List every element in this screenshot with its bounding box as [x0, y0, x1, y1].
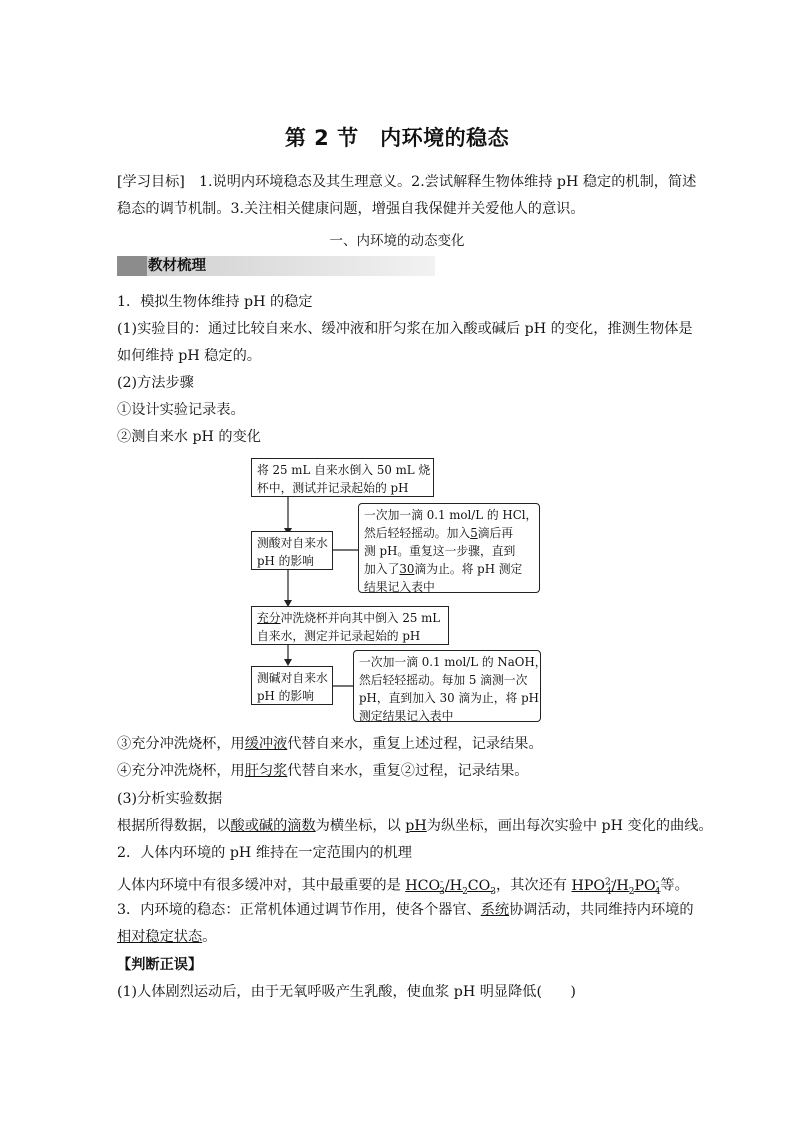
page-title: 第 2 节 内环境的稳态 — [284, 126, 510, 150]
step-4 — [117, 761, 528, 781]
acid-procedure-text: 滴为止。将 pH 测定 — [414, 562, 523, 576]
item-3-line-1 — [117, 900, 694, 920]
section-heading: 一、内环境的动态变化 — [329, 233, 465, 249]
buffer-text: PO — [634, 877, 656, 894]
buffer-sub: 3 — [490, 886, 497, 897]
learning-objectives-line-1: [学习目标] 1.说明内环境稳态及其生理意义。2.尝试解释生物体维持 pH 稳定的机制，简述 — [117, 174, 697, 190]
step-1: ①设计实验记录表。 — [117, 402, 245, 418]
buffer-text: /H — [611, 877, 629, 894]
acid-procedure-line-2 — [364, 524, 534, 542]
step-4-blank: 肝匀浆 — [244, 763, 288, 779]
buffer-sub: 3 — [439, 886, 445, 897]
base-procedure-line-4: 测定结果记入表中 — [359, 709, 454, 723]
acid-total-drops-blank: 30 — [399, 562, 415, 576]
base-procedure-line-1: 一次加一滴 0.1 mol/L 的 NaOH， — [359, 655, 547, 669]
flow-box-base-line-2: pH 的影响 — [257, 689, 314, 703]
item-2-text: 人体内环境中有很多缓冲对，其中最重要的是 — [117, 877, 406, 894]
step-4-text: 代替自来水，重复②过程，记录结果。 — [287, 763, 529, 779]
acid-procedure-line-3: 测 pH。重复这一步骤，直到 — [364, 544, 516, 558]
buffer-sup: - — [655, 877, 659, 887]
item-2-heading: 2．人体内环境的 pH 维持在一定范围内的机理 — [117, 845, 412, 861]
flow-box-base-procedure — [353, 650, 547, 723]
flow-box-acid-procedure — [358, 503, 540, 593]
analysis-text: 为横坐标，以 — [315, 818, 406, 834]
acid-procedure-text: 加入了 — [364, 562, 400, 576]
buffer-text: CO — [467, 877, 491, 894]
analysis-text: 为纵坐标，画出每次实验中 pH 变化的曲线。 — [426, 818, 713, 834]
flow-box-base — [251, 666, 333, 705]
rinse-line-1 — [257, 609, 443, 627]
step-3 — [117, 734, 543, 754]
learning-objectives-line-2: 稳态的调节机制。3.关注相关健康问题，增强自我保健并关爱他人的意识。 — [117, 201, 585, 217]
analysis-text: 根据所得数据，以 — [117, 818, 231, 834]
item-3-text: 。 — [202, 929, 217, 945]
analysis-body — [117, 816, 713, 836]
buffer-sub: 4 — [654, 886, 661, 897]
rinse-blank: 充分 — [257, 611, 281, 625]
item-1-purpose-line-2: 如何维持 pH 稳定的。 — [117, 348, 261, 364]
arrowhead-3 — [284, 659, 292, 666]
buffer-text: HCO — [405, 877, 441, 894]
step-3-text: 代替自来水，重复上述过程，记录结果。 — [287, 736, 543, 752]
item-2-text: 等。 — [660, 877, 689, 894]
judge-heading: 【判断正误】 — [117, 957, 203, 973]
buffer-text: HPO — [571, 877, 606, 894]
flow-box-setup-line-2: 杯中，测试并记录起始的 pH — [257, 481, 409, 495]
analysis-y-axis-blank: pH — [405, 818, 427, 834]
item-1-method-heading: (2)方法步骤 — [117, 375, 194, 391]
flow-box-base-line-1: 测碱对自来水 — [257, 671, 328, 685]
item-2-text: ，其次还有 — [496, 877, 572, 894]
item-3-line-2 — [117, 927, 216, 947]
step-3-blank: 缓冲液 — [244, 736, 288, 752]
acid-procedure-text: 滴后再 — [477, 526, 514, 540]
acid-procedure-line-5: 结果记入表中 — [364, 580, 435, 594]
rinse-text: 冲洗烧杯并向其中倒入 25 mL — [280, 611, 441, 625]
buffer-pair-2-blank — [571, 877, 661, 897]
flow-box-acid-line-2: pH 的影响 — [257, 554, 314, 568]
item-3-system-blank: 系统 — [480, 902, 510, 918]
flow-box-acid — [251, 531, 333, 570]
acid-procedure-text: 然后轻轻摇动。加入 — [364, 526, 471, 540]
flow-box-setup-line-1: 将 25 mL 自来水倒入 50 mL 烧 — [257, 463, 431, 477]
item-3-text: 协调活动，共同维持内环境的 — [509, 902, 694, 918]
analysis-heading: (3)分析实验数据 — [117, 791, 223, 807]
analysis-x-axis-blank: 酸或碱的滴数 — [230, 818, 316, 834]
buffer-sub: 2 — [462, 886, 468, 897]
flow-box-acid-line-1: 测酸对自来水 — [257, 536, 328, 550]
flow-box-setup — [251, 458, 434, 497]
buffer-pair-1-blank — [405, 877, 497, 897]
item-1-purpose-line-1: (1)实验目的：通过比较自来水、缓冲液和肝匀浆在加入酸或碱后 pH 的变化，推测生物体是 — [117, 321, 693, 337]
item-2-body — [117, 872, 689, 902]
item-3-state-blank: 相对稳定状态 — [117, 929, 203, 945]
rinse-line-2: 自来水，测定并记录起始的 pH — [257, 629, 421, 643]
item-3-text: 3．内环境的稳态：正常机体通过调节作用，使各个器官、 — [117, 902, 481, 918]
step-3-text: ③充分冲洗烧杯，用 — [117, 736, 245, 752]
acid-procedure-line-1: 一次加一滴 0.1 mol/L 的 HCl， — [364, 508, 538, 522]
acid-procedure-line-4 — [364, 560, 534, 578]
item-1-heading: 1．模拟生物体维持 pH 的稳定 — [117, 294, 313, 310]
buffer-sub: 2 — [628, 886, 635, 897]
buffer-sub: 4 — [605, 886, 612, 897]
judge-item-1: (1)人体剧烈运动后，由于无氧呼吸产生乳酸，使血浆 pH 明显降低( ) — [117, 984, 576, 1000]
acid-drops-blank: 5 — [470, 526, 478, 540]
buffer-sup: - — [440, 877, 444, 887]
base-procedure-line-3: pH，直到加入 30 滴为止，将 pH — [359, 691, 539, 705]
buffer-text: /H — [444, 877, 463, 894]
banner-label: 教材梳理 — [148, 258, 206, 274]
step-2: ②测自来水 pH 的变化 — [117, 429, 261, 445]
flow-box-rinse — [251, 606, 449, 645]
base-procedure-line-2: 然后轻轻摇动。每加 5 滴测一次 — [359, 673, 528, 687]
buffer-sup: 2- — [605, 877, 614, 887]
step-4-text: ④充分冲洗烧杯，用 — [117, 763, 245, 779]
